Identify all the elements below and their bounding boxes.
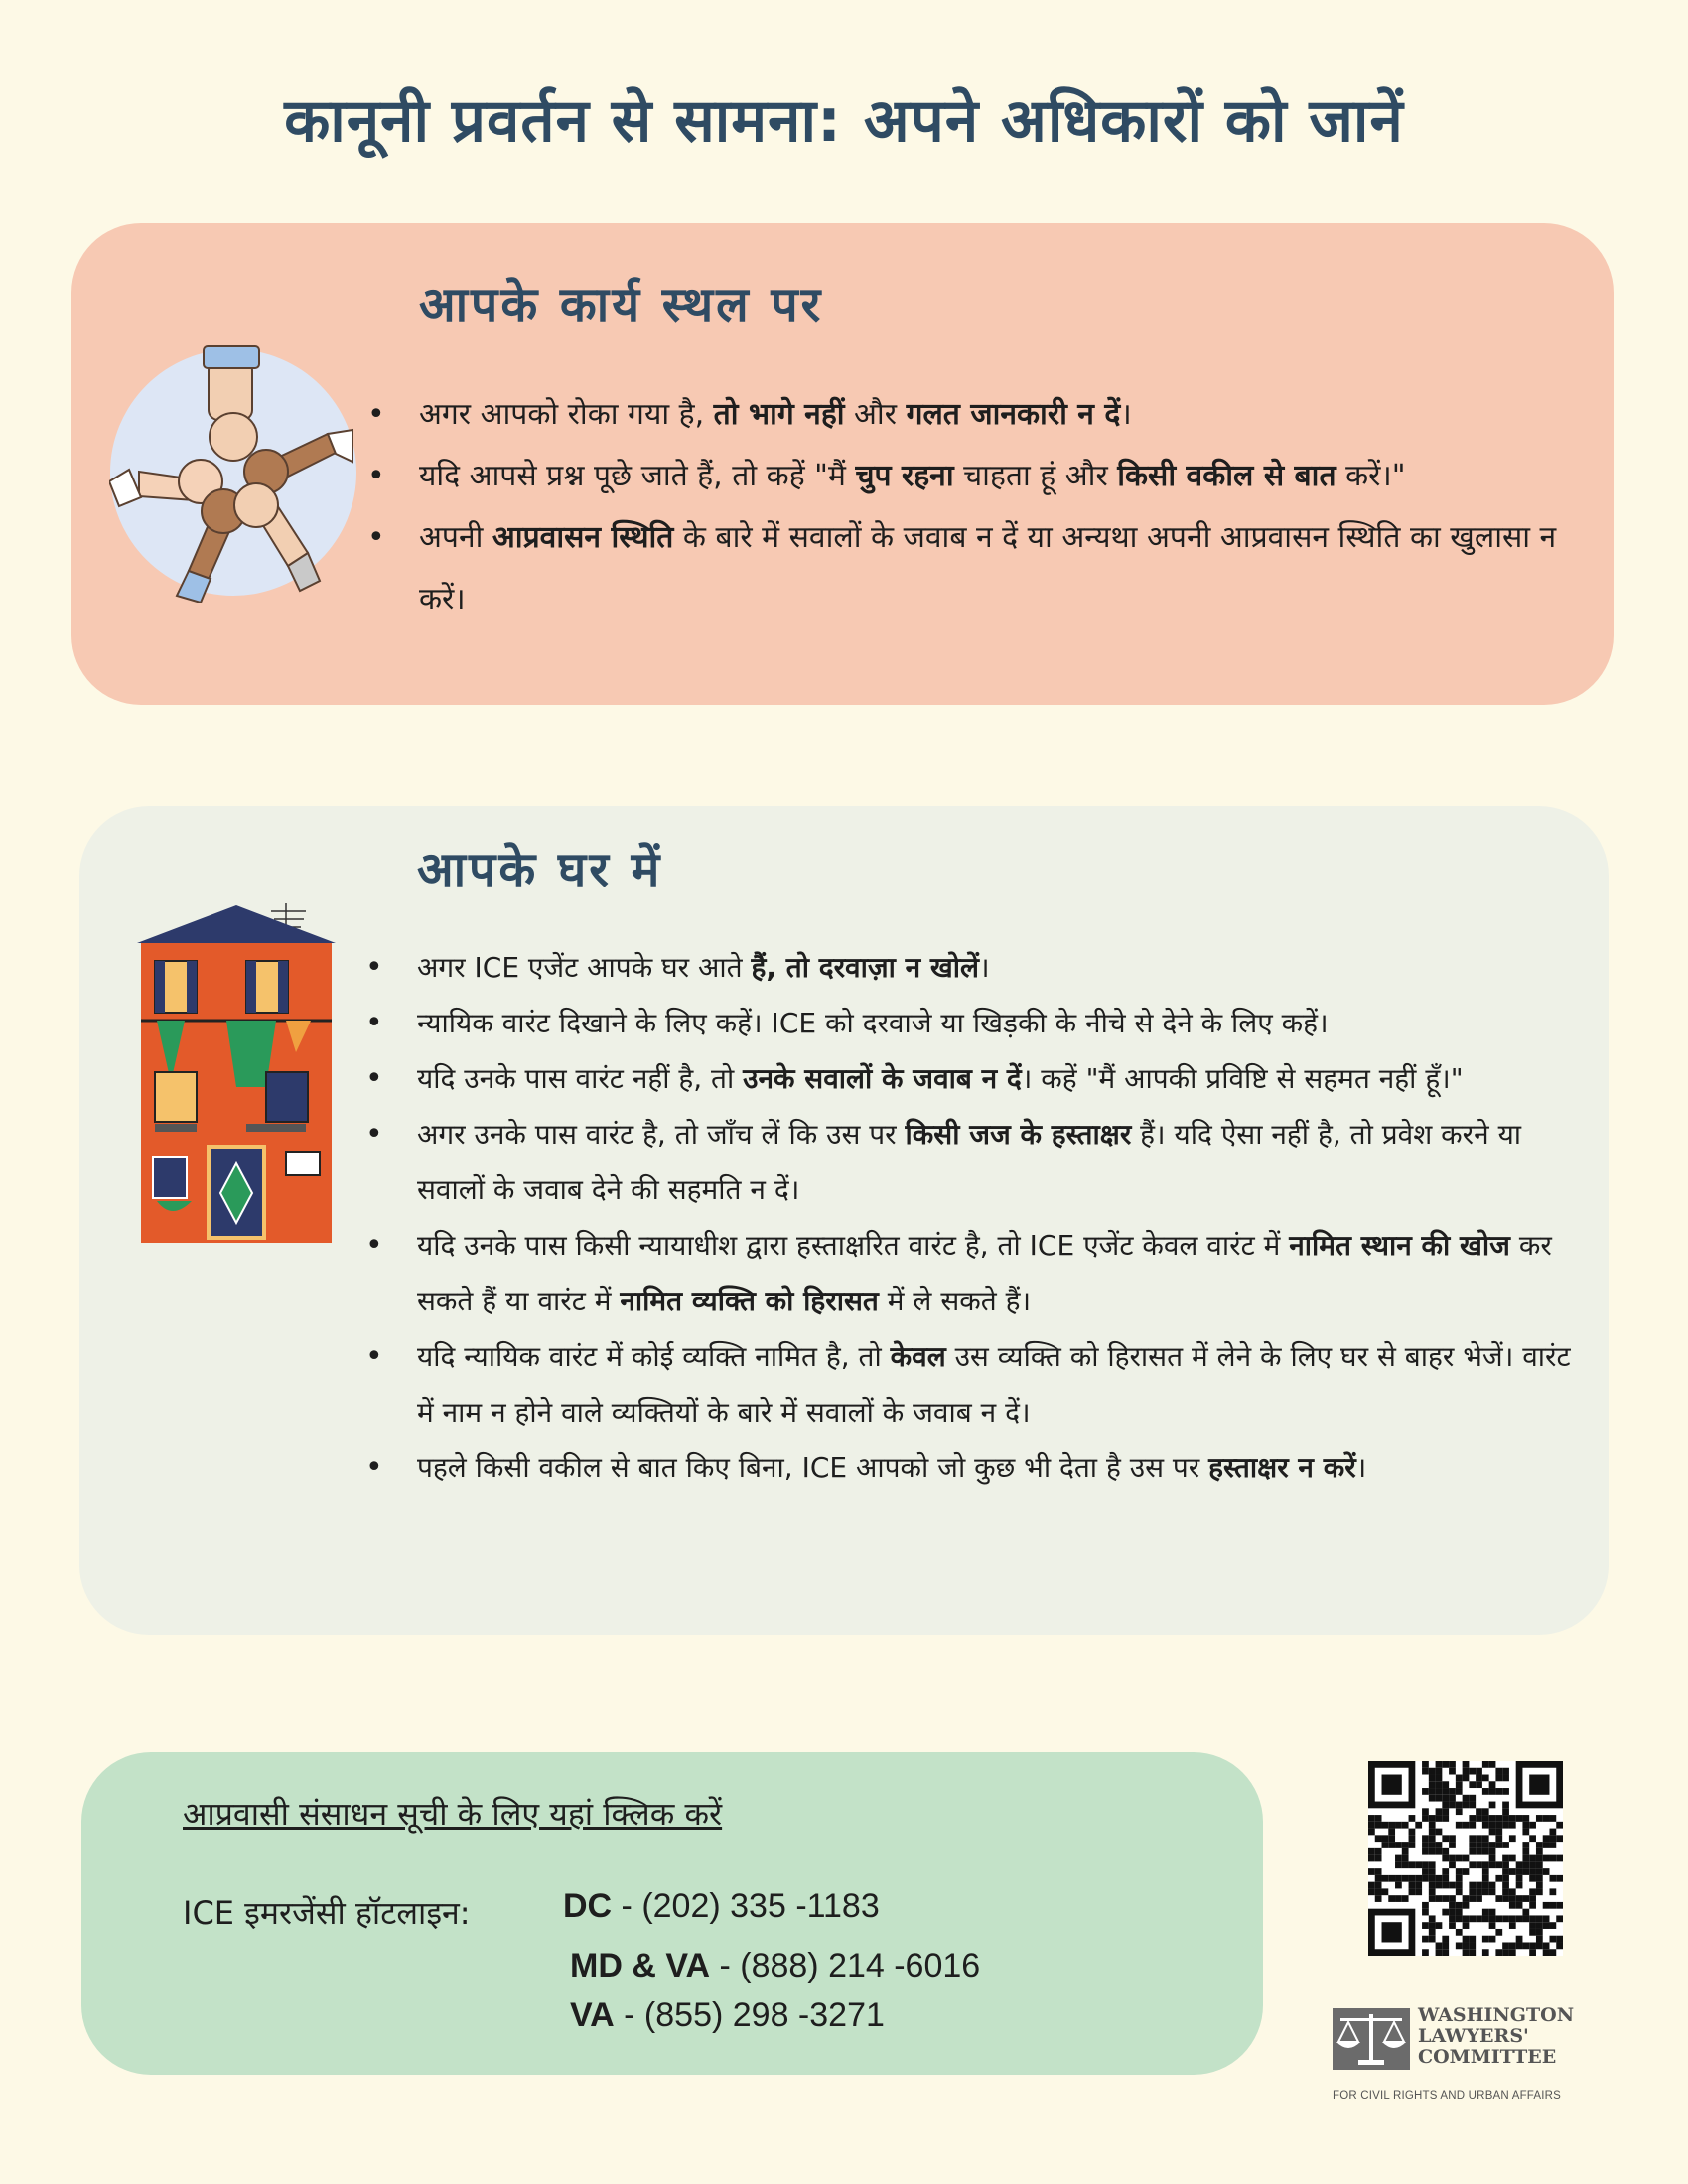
- home-bullet: [417, 1329, 1579, 1440]
- workplace-bullet: [419, 507, 1561, 630]
- text: और: [844, 397, 907, 432]
- page-title: कानूनी प्रवर्तन से सामना: अपने अधिकारों को जानें: [284, 86, 1404, 156]
- workplace-section: [71, 223, 1614, 705]
- apartment-building-illustration: [137, 903, 336, 1246]
- text: चाहता हूं और: [953, 459, 1118, 493]
- org-name-line: COMMITTEE: [1418, 2046, 1557, 2068]
- text: ।: [1120, 397, 1132, 432]
- bold-text: किसी वकील से बात: [1117, 459, 1336, 493]
- resource-list-link[interactable]: आप्रवासी संसाधन सूची के लिए यहां क्लिक करें: [183, 1795, 723, 1833]
- text: यदि न्यायिक वारंट में कोई व्यक्ति नामित है, तो: [417, 1340, 891, 1373]
- hotline-number: - (888) 214 -6016: [710, 1947, 981, 1984]
- hotline-md-va: [570, 1947, 980, 1985]
- hotline-number: - (202) 335 -1183: [612, 1887, 880, 1925]
- org-name-line: LAWYERS': [1418, 2025, 1529, 2047]
- scales-of-justice-icon: [1333, 2008, 1410, 2070]
- bold-text: नामित व्यक्ति को हिरासत: [620, 1285, 879, 1317]
- text: यदि आपसे प्रश्न पूछे जाते हैं, तो कहें "मैं: [419, 459, 856, 493]
- text: अगर उनके पास वारंट है, तो जाँच लें कि उस पर: [417, 1118, 906, 1151]
- bold-text: हस्ताक्षर न करें: [1208, 1451, 1356, 1484]
- home-bullet: [417, 1440, 1579, 1496]
- home-bullet: [417, 996, 1579, 1051]
- resources-section: [81, 1752, 1263, 2075]
- home-section: [79, 806, 1609, 1635]
- text: यदि उनके पास वारंट नहीं है, तो: [417, 1062, 744, 1095]
- bold-text: नामित स्थान की खोज: [1289, 1229, 1510, 1262]
- text: के बारे में सवालों के जवाब न दें या अन्यथा अपनी आप्रवासन स्थिति का खुलासा न करें।: [419, 520, 1557, 616]
- home-bullet: [417, 1051, 1579, 1107]
- workplace-bullets: [419, 384, 1561, 630]
- text: यदि उनके पास किसी न्यायाधीश द्वारा हस्ताक्षरित वारंट है, तो ICE एजेंट केवल वारंट में: [417, 1229, 1290, 1262]
- hotline-va: [570, 1996, 885, 2035]
- org-tagline: FOR CIVIL RIGHTS AND URBAN AFFAIRS: [1333, 2090, 1562, 2102]
- home-bullets: [417, 940, 1579, 1496]
- qr-code[interactable]: [1368, 1761, 1563, 1956]
- text: अगर आपको रोका गया है,: [419, 397, 714, 432]
- text: हैं। यदि ऐसा नहीं है, तो प्रवेश करने या सवालों के जवाब देने की सहमति न दें।: [417, 1118, 1522, 1206]
- text: न्यायिक वारंट दिखाने के लिए कहें। ICE को दरवाजे या खिड़की के नीचे से देने के लिए कहें।: [417, 1007, 1329, 1039]
- text: करें।": [1336, 459, 1406, 493]
- text: अपनी: [419, 520, 492, 555]
- home-bullet: [417, 940, 1579, 996]
- home-bullet: [417, 1218, 1579, 1329]
- fist-bump-illustration: [109, 342, 357, 603]
- text: ।: [979, 951, 990, 984]
- workplace-bullet: [419, 446, 1561, 507]
- workplace-bullet: [419, 384, 1561, 446]
- text: उस व्यक्ति को हिरासत में लेने के लिए घर से बाहर भेजें। वारंट में नाम न होने वाले व्यक्तियों के बारे में सवालों के जवाब न दें।: [417, 1340, 1571, 1429]
- bold-text: हैं, तो दरवाज़ा न खोलें: [751, 951, 980, 984]
- workplace-heading: आपके कार्य स्थल पर: [419, 277, 824, 333]
- text: ।: [1355, 1451, 1367, 1484]
- hotline-number: - (855) 298 -3271: [614, 1996, 885, 2034]
- text: कर सकते हैं या वारंट में: [417, 1229, 1552, 1317]
- org-name: [1418, 2005, 1574, 2068]
- hotline-label: ICE इमरजेंसी हॉटलाइन:: [183, 1894, 471, 1932]
- bold-text: आप्रवासन स्थिति: [492, 520, 674, 555]
- bold-text: गलत जानकारी न दें: [906, 397, 1121, 432]
- bold-text: किसी जज के हस्ताक्षर: [905, 1118, 1132, 1151]
- text: । कहें "मैं आपकी प्रविष्टि से सहमत नहीं हूँ।": [1021, 1062, 1464, 1095]
- home-heading: आपके घर में: [417, 842, 663, 897]
- bold-text: तो भागे नहीं: [713, 397, 845, 432]
- bold-text: उनके सवालों के जवाब न दें: [743, 1062, 1022, 1095]
- hotline-region: VA: [570, 1996, 615, 2034]
- hotline-dc: [563, 1887, 880, 1926]
- hotline-region: MD & VA: [570, 1947, 711, 1984]
- text: अगर ICE एजेंट आपके घर आते: [417, 951, 752, 984]
- home-bullet: [417, 1107, 1579, 1218]
- bold-text: चुप रहना: [855, 459, 954, 493]
- text: पहले किसी वकील से बात किए बिना, ICE आपको जो कुछ भी देता है उस पर: [417, 1451, 1209, 1484]
- bold-text: केवल: [890, 1340, 946, 1373]
- hotline-region: DC: [563, 1887, 613, 1925]
- org-name-line: WASHINGTON: [1418, 2004, 1575, 2026]
- text: में ले सकते हैं।: [878, 1285, 1032, 1317]
